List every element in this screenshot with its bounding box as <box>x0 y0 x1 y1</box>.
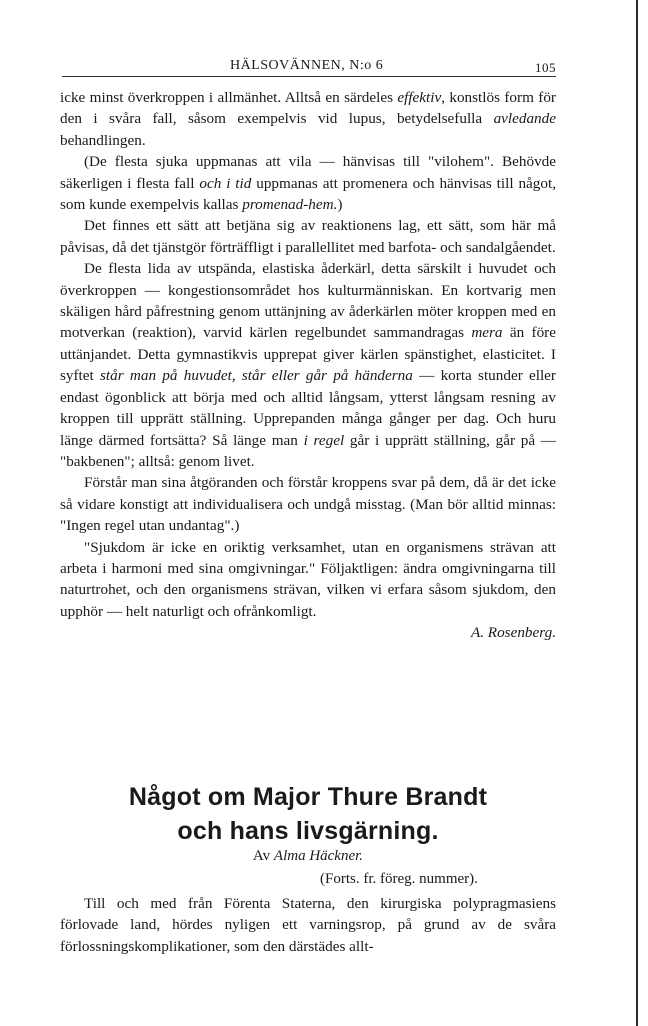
article-body <box>60 893 556 957</box>
paragraph-5: Förstår man sina åtgöranden och förstår kroppens svar på dem, då är det icke så vidare konstigt att individualisera och undgå misstag. (Man bör alltid minnas: "Ingen regel utan undantag".) <box>60 474 556 535</box>
signature-line <box>60 622 556 643</box>
page-edge <box>636 0 638 1026</box>
author-signature: A. Rosenberg. <box>470 624 556 642</box>
byline: Av Alma Häckner. <box>252 848 364 864</box>
running-title: HÄLSOVÄNNEN, N:o 6 <box>230 58 384 73</box>
continued-note: (Forts. fr. föreg. nummer). <box>320 871 478 887</box>
paragraph-2: (De flesta sjuka uppmanas att vila — hänvisas till "vilohem". Behövde säkerligen i flesta fall och i tid uppmanas att promenera och hänvisas till något, som kunde exempelvis kallas promenad-hem.) <box>60 153 556 214</box>
paragraph-1: icke minst överkroppen i allmänhet. Alltså en särdeles effektiv, konstlös form för den i svåra fall, såsom exempelvis vid lupus, betydelsefulla avledande behandlingen. <box>60 89 556 149</box>
title-line-1: Något om Major Thure Brandt <box>128 783 488 811</box>
running-header <box>62 54 556 77</box>
article-paragraph-1: Till och med från Förenta Staterna, den kirurgiska polypragmasiens förlovade land, hördes nyligen ett varningsrop, på grund av de svåra förlossningskomplikationer, som den därstädes allt- <box>60 895 556 955</box>
paragraph-3: Det finnes ett sätt att betjäna sig av reaktionens lag, ett sätt, som här må påvisas, då det tjänstgör förträffligt i parallellitet med barfota- och sandalgåendet. <box>60 217 556 256</box>
title-line-2: och hans livsgärning. <box>177 817 439 845</box>
paragraph-6: "Sjukdom är icke en oriktig verksamhet, utan en organismens strävan att arbeta i harmoni med sina omgivningar." Följaktligen: ändra omgivningarna till naturtrohet, och den organismens strävan, vilken vi erfara såsom sjukdom, den upphör — helt naturligt och ofrånkomligt. <box>60 538 556 620</box>
byline-author: Alma Häckner. <box>273 848 364 864</box>
paragraph-4: De flesta lida av utspända, elastiska åderkärl, detta särskilt i huvudet och överkroppen — kongestionsområdet hos kulturmänniskan. En kortvarig men skäligen hård påfrestning genom uttänjning av åderkärlen möter kroppen med en motverkan (reaktion), varvid kärlen regelbundet sammandragas mera än före uttänjandet. Detta gymnastikvis upprepat giver kärlen spänstighet, elasticitet. I syftet står man på huvudet, står eller går på händerna — korta stunder eller endast ögonblick att börja med och alltid långsam, ytterst långsam resning av kroppen till upprätt ställning. Upprepanden många gånger per dag. Och huru länge därmed fortsätta? Så länge man i regel går i upprätt ställning, går på — "bakbenen"; alltså: genom livet. <box>60 260 556 470</box>
article-title <box>60 780 556 848</box>
page-number: 105 <box>535 60 556 75</box>
article-end-text <box>60 87 556 644</box>
